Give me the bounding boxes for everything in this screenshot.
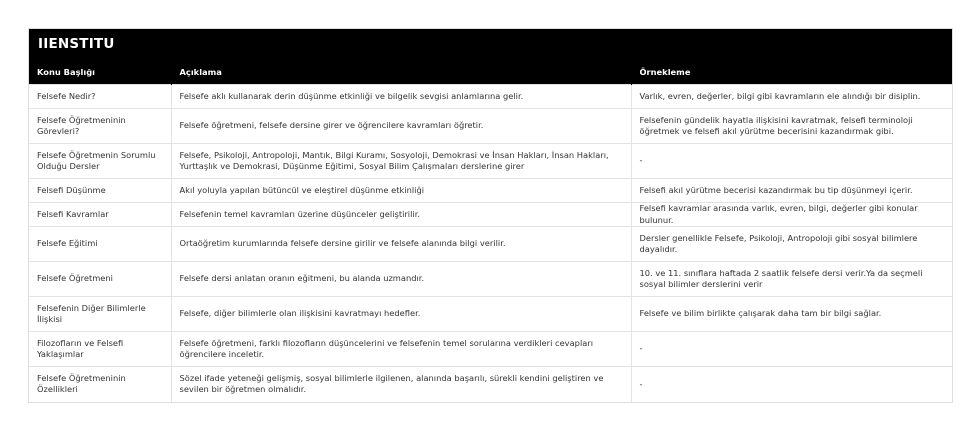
- cell-example: 10. ve 11. sınıflara haftada 2 saatlik felsefe dersi verir.Ya da seçmeli sosyal bilimler derslerini verir: [631, 262, 952, 297]
- cell-description: Felsefe, Psikoloji, Antropoloji, Mantık, Bilgi Kuramı, Sosyoloji, Demokrasi ve İnsan Hakları, İnsan Hakları, Yurttaşlık ve Demokrasi, Düşünme Eğitimi, Sosyal Bilim Çalışmaları derslerine girer: [171, 144, 631, 179]
- table-row: [29, 297, 952, 332]
- cell-topic: Felsefi Düşünme: [29, 179, 171, 203]
- header-description: Açıklama: [171, 60, 631, 85]
- cell-topic: Filozofların ve Felsefi Yaklaşımlar: [29, 332, 171, 367]
- cell-description: Sözel ifade yeteneği gelişmiş, sosyal bilimlerle ilgilenen, alanında başarılı, sürekli kendini geliştiren ve sevilen bir öğretmen olmalıdır.: [171, 367, 631, 402]
- cell-example: Dersler genellikle Felsefe, Psikoloji, Antropoloji gibi sosyal bilimlere dayalıdır.: [631, 227, 952, 262]
- cell-example: Felsefe ve bilim birlikte çalışarak daha tam bir bilgi sağlar.: [631, 297, 952, 332]
- cell-topic: Felsefi Kavramlar: [29, 203, 171, 227]
- table-row: [29, 109, 952, 144]
- header-topic: Konu Başlığı: [29, 60, 171, 85]
- cell-topic: Felsefe Öğretmeninin Özellikleri: [29, 367, 171, 402]
- cell-description: Felsefe öğretmeni, felsefe dersine girer ve öğrencilere kavramları öğretir.: [171, 109, 631, 144]
- table-row: [29, 227, 952, 262]
- table-row: [29, 203, 952, 227]
- cell-topic: Felsefe Öğretmeninin Görevleri?: [29, 109, 171, 144]
- table-row: [29, 85, 952, 109]
- table-card: [28, 28, 953, 403]
- cell-description: Akıl yoluyla yapılan bütüncül ve eleştirel düşünme etkinliği: [171, 179, 631, 203]
- content-table: [29, 59, 952, 402]
- table-header-row: [29, 60, 952, 85]
- header-example: Örnekleme: [631, 60, 952, 85]
- table-row: [29, 262, 952, 297]
- table-row: [29, 179, 952, 203]
- cell-description: Felsefe dersi anlatan oranın eğitmeni, bu alanda uzmandır.: [171, 262, 631, 297]
- cell-description: Felsefenin temel kavramları üzerine düşünceler geliştirilir.: [171, 203, 631, 227]
- cell-topic: Felsefe Öğretmenin Sorumlu Olduğu Dersler: [29, 144, 171, 179]
- cell-description: Felsefe öğretmeni, farklı filozofların düşüncelerini ve felsefenin temel sorularına verdikleri cevapları öğrencilere inceletir.: [171, 332, 631, 367]
- table-row: [29, 367, 952, 402]
- table-row: [29, 144, 952, 179]
- table-row: [29, 332, 952, 367]
- cell-description: Felsefe aklı kullanarak derin düşünme etkinliği ve bilgelik sevgisi anlamlarına gelir.: [171, 85, 631, 109]
- cell-topic: Felsefe Eğitimi: [29, 227, 171, 262]
- cell-topic: Felsefe Öğretmeni: [29, 262, 171, 297]
- cell-example: Felsefenin gündelik hayatla ilişkisini kavratmak, felsefi terminoloji öğretmek ve felsefi akıl yürütme becerisini kazandırmak gibi.: [631, 109, 952, 144]
- cell-example: -: [631, 332, 952, 367]
- cell-example: Felsefi akıl yürütme becerisi kazandırmak bu tip düşünmeyi içerir.: [631, 179, 952, 203]
- cell-example: Felsefi kavramlar arasında varlık, evren, bilgi, değerler gibi konular bulunur.: [631, 203, 952, 227]
- cell-description: Ortaöğretim kurumlarında felsefe dersine girilir ve felsefe alanında bilgi verilir.: [171, 227, 631, 262]
- cell-topic: Felsefe Nedir?: [29, 85, 171, 109]
- cell-example: Varlık, evren, değerler, bilgi gibi kavramların ele alındığı bir disiplin.: [631, 85, 952, 109]
- cell-description: Felsefe, diğer bilimlerle olan ilişkisini kavratmayı hedefler.: [171, 297, 631, 332]
- cell-example: -: [631, 367, 952, 402]
- brand-title: IIENSTITU: [29, 29, 952, 59]
- cell-topic: Felsefenin Diğer Bilimlerle İlişkisi: [29, 297, 171, 332]
- cell-example: -: [631, 144, 952, 179]
